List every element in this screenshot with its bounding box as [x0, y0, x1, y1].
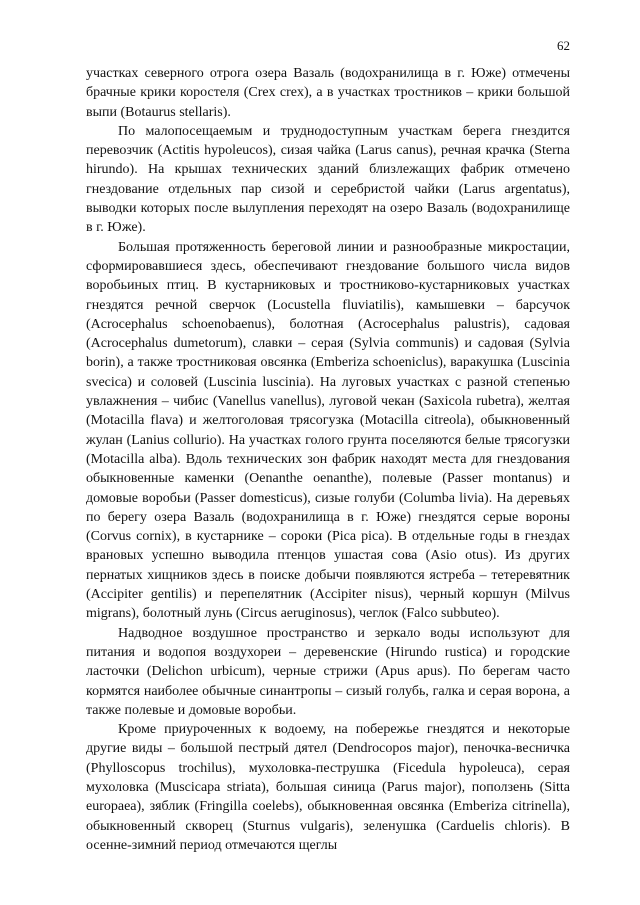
paragraph-airspace-feeding: Надводное воздушное пространство и зеркало воды используют для питания и водопоя воздухореи – деревенские (Hirundo rustica) и городские ласточки (Delichon urbicum), черные стрижи (Apus apus). По берегам часто кормятся наиболее обычные синантропы – сизый голубь, галка и серая ворона, а также полевые и домовые воробьи.: [86, 625, 570, 718]
paragraph-other-species: Кроме приуроченных к водоему, на побережье гнездятся и некоторые другие виды – большой пестрый дятел (Dendrocopos major), пеночка-весничка (Phylloscopus trochilus), мухоловка-пеструшка (Ficedula hypoleuca), серая мухоловка (Muscicapa striata), большая синица (Parus major), поползень (Sitta europaea), зяблик (Fringilla coelebs), обыкновенная овсянка (Emberiza citrinella), обыкновенный скворец (Sturnus vulgaris), зеленушка (Carduelis chloris). В осенне-зимний период отмечаются щеглы: [86, 722, 570, 853]
paragraph-passerines: Большая протяженность береговой линии и разнообразные микростации, сформировавшиеся здесь, обеспечивают гнездование большого числа видов воробьиных птиц. В кустарниковых и тростниково-кустарниковых участках гнездятся речной сверчок (Locustella fluviatilis), камышевки – барсучок (Acrocephalus schoenobaenus), болотная (Acrocephalus palustris), садовая (Acrocephalus dumetorum), славки – серая (Sylvia communis) и садовая (Sylvia borin), а также тростниковая овсянка (Emberiza schoeniclus), варакушка (Luscinia svecica) и соловей (Luscinia luscinia). На луговых участках с разной степенью увлажнения – чибис (Vanellus vanellus), луговой чекан (Saxicola rubetra), желтая (Motacilla flava) и желтоголовая трясогузка (Motacilla citreola), обыкновенный жулан (Lanius collurio). На участках голого грунта поселяются белые трясогузки (Motacilla alba). Вдоль технических зон фабрик находят места для гнездования обыкновенные каменки (Oenanthe oenanthe), полевые (Passer montanus) и домовые воробьи (Passer domesticus), сизые голуби (Columba livia). На деревьях по берегу озера Вазаль (водохранилища в г. Юже) гнездятся серые вороны (Corvus cornix), в кустарнике – сороки (Pica pica). В отдельные годы в гнездах врановых успешно выводила птенцов ушастая сова (Asio otus). Из других пернатых хищников здесь в поиске добычи появляются ястреба – тетеревятник (Accipiter gentilis) и перепелятник (Accipiter nisus), черный коршун (Milvus migrans), болотный лунь (Circus aeruginosus), чеглок (Falco subbuteo).: [86, 239, 570, 622]
paragraph-shore-nesting: По малопосещаемым и труднодоступным участкам берега гнездится перевозчик (Actitis hypoleucos), сизая чайка (Larus canus), речная крачка (Sterna hirundo). На крышах технических зданий близлежащих фабрик отмечено гнездование отдельных пар сизой и серебристой чайки (Larus argentatus), выводки которых после вылупления переходят на озеро Вазаль (водохранилище в г. Юже).: [86, 123, 570, 236]
page-number: 62: [557, 38, 570, 53]
text-body: [86, 64, 570, 855]
paragraph-continuation: участках северного отрога озера Вазаль (водохранилища в г. Юже) отмечены брачные крики коростеля (Crex crex), а в участках тростников – крики большой выпи (Botaurus stellaris).: [86, 66, 570, 120]
